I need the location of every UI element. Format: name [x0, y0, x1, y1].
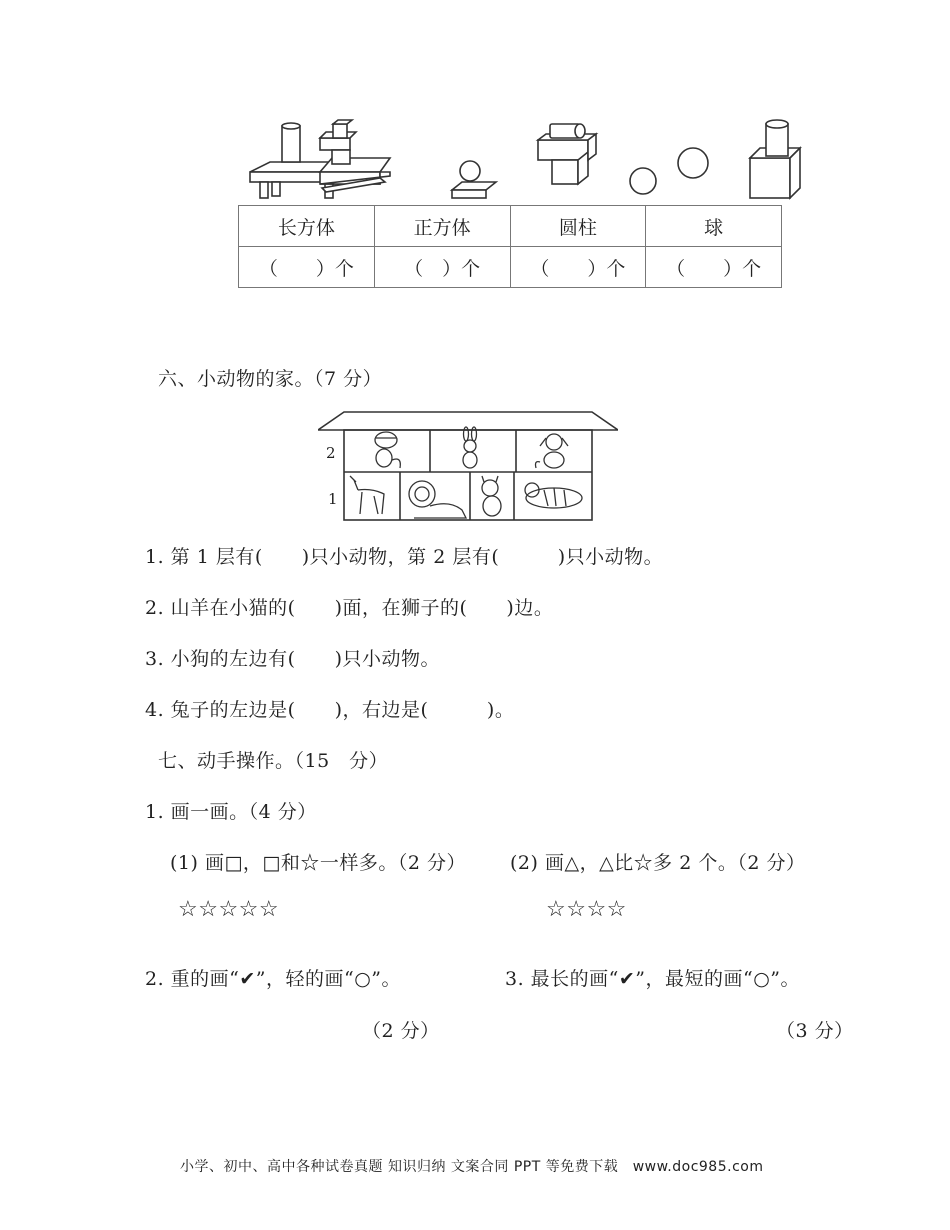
floor-label-1: 1: [328, 490, 338, 508]
section6-title: 六、小动物的家。（7 分）: [158, 368, 383, 390]
header-sphere: 球: [646, 206, 782, 247]
floor-label-2: 2: [326, 444, 336, 462]
section6-question-3: 3. 小狗的左边有( )只小动物。: [145, 648, 440, 670]
section7-q1-part1: (1) 画□，□和☆一样多。（2 分）: [170, 852, 466, 874]
ball-2: [678, 148, 708, 178]
house-body: [344, 430, 592, 520]
house-roof: [318, 412, 618, 430]
section7-title: 七、动手操作。（15 分）: [158, 750, 389, 772]
table-header-row: [239, 206, 782, 247]
raccoon-icon: [375, 432, 400, 468]
section7-q3: 3. 最长的画“✔”，最短的画“○”。: [505, 968, 801, 990]
section7-q2: 2. 重的画“✔”，轻的画“○”。: [145, 968, 402, 990]
header-cuboid: 长方体: [239, 206, 375, 247]
shapes-illustration: [240, 110, 820, 206]
section7-q1-title: 1. 画一画。（4 分）: [145, 801, 317, 823]
section7-q3-score: （3 分）: [776, 1020, 854, 1042]
tiger-icon: [525, 483, 582, 508]
ball-1: [630, 168, 656, 194]
rabbit-icon: [463, 427, 477, 468]
header-cylinder: 圆柱: [510, 206, 646, 247]
lion-icon: [409, 481, 466, 518]
answer-cuboid[interactable]: （ ）个: [239, 247, 375, 288]
stars-row-2: ☆☆☆☆: [546, 897, 627, 922]
ball-on-slab: [452, 161, 496, 198]
answer-cylinder[interactable]: （ ）个: [510, 247, 646, 288]
cat-icon: [482, 476, 501, 516]
header-cube: 正方体: [374, 206, 510, 247]
section6-question-1: 1. 第 1 层有( )只小动物，第 2 层有( )只小动物。: [145, 546, 664, 568]
block-stack: [250, 120, 390, 198]
answer-cube[interactable]: （ ）个: [374, 247, 510, 288]
goat-icon: [350, 476, 384, 514]
footer-text: 小学、初中、高中各种试卷真题 知识归纳 文案合同 PPT 等免费下载 www.doc985.com: [180, 1159, 764, 1175]
shape-count-table: [238, 205, 782, 288]
dog-icon: [536, 434, 569, 468]
animal-house: [318, 410, 618, 525]
cylinder-on-box: [538, 124, 596, 184]
table-answer-row: [239, 247, 782, 288]
section6-question-4: 4. 兔子的左边是( )，右边是( )。: [145, 699, 515, 721]
answer-sphere[interactable]: （ ）个: [646, 247, 782, 288]
stars-row-1: ☆☆☆☆☆: [178, 897, 280, 922]
section7-q1-part2: (2) 画△，△比☆多 2 个。（2 分）: [510, 852, 806, 874]
section7-q2-score: （2 分）: [362, 1020, 440, 1042]
cylinder-on-cube: [750, 120, 800, 198]
section6-question-2: 2. 山羊在小猫的( )面，在狮子的( )边。: [145, 597, 554, 619]
